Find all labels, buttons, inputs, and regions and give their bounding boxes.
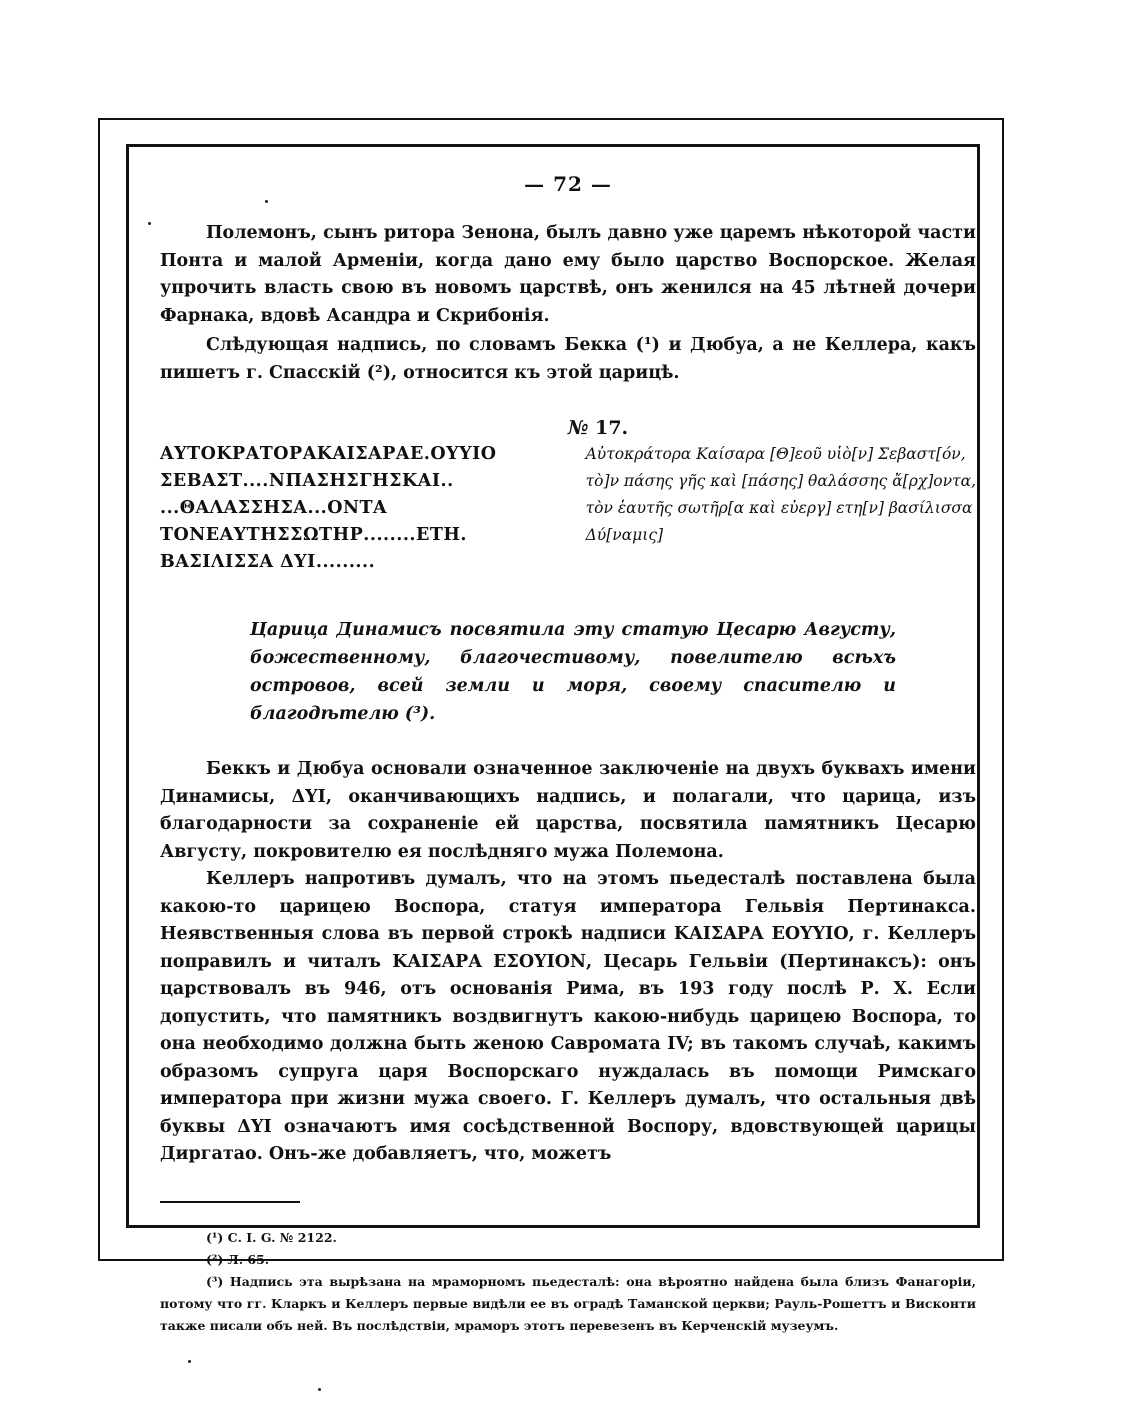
intro-paragraph-1: Полемонъ, сынъ ритора Зенона, былъ давно уже царемъ нѣкоторой части Понта и малой Арменіи, когда дано ему было царство Воспорское. Желая упрочить власть свою въ новомъ царствѣ, онъ женился на 45 лѣтней дочери Фарнака, вдовѣ Асандра и Скрибонія. xyxy=(160,223,976,326)
speck xyxy=(318,1388,321,1391)
footnote-1: (¹) С. I. G. № 2122. xyxy=(206,1229,337,1245)
inscription-heading xyxy=(220,417,976,439)
transcription-line: Αὐτοκράτορα Καίσαρα [Θ]εοῦ υἱὸ[ν] Σεβαστ[όν, xyxy=(585,445,966,463)
greek-transcription xyxy=(572,441,976,576)
greek-line: ΤΟΝΕΑΥΤΗΣΣΩΤΗΡ........ΕΤΗ. xyxy=(160,525,467,545)
footnote-2: (²) Л. 65. xyxy=(206,1251,270,1267)
inscription-number: 17. xyxy=(595,417,629,439)
inscription-label: № xyxy=(567,417,589,439)
page-content xyxy=(160,150,976,1337)
greek-line: ΑΥΤΟΚΡΑΤΟΡΑΚΑΙΣΑΡΑΕ.ΟΥΥΙΟ xyxy=(160,444,497,464)
greek-line: ΣΕΒΑΣΤ....ΝΠΑΣΗΣΓΗΣΚΑΙ.. xyxy=(160,471,454,491)
speck xyxy=(188,1360,191,1363)
body-paragraph-1: Беккъ и Дюбуа основали означенное заключеніе на двухъ буквахъ имени Динамисы, ΔΥΙ, оканчивающихъ надпись, и полагали, что царица, изъ благодарности за сохраненіе ей царства, посвятила памятникъ Цесарю Августу, покровителю ея послѣдняго мужа Полемона. xyxy=(160,759,976,862)
intro-paragraph-2: Слѣдующая надпись, по словамъ Бекка (¹) и Дюбуа, а не Келлера, какъ пишетъ г. Спасскій (²), относится къ этой царицѣ. xyxy=(160,335,976,383)
body-text xyxy=(160,756,976,1169)
transcription-line: Δύ[ναμις] xyxy=(585,526,664,544)
footnote-3: (³) Надпись эта вырѣзана на мраморномъ пьедесталѣ: она вѣроятно найдена была близъ Фанагоріи, потому что гг. Кларкъ и Келлеръ первые видѣли ее въ оградѣ Таманской церкви; Рауль-Рошеттъ и Висконти также писали объ ней. Въ послѣдствіи, мраморъ этотъ перевезенъ въ Керченскій музеумъ. xyxy=(160,1273,976,1333)
greek-line: ΒΑΣΙΛΙΣΣΑ ΔΥΙ......... xyxy=(160,552,376,572)
greek-inscription xyxy=(160,441,572,576)
body-paragraph-2: Келлеръ напротивъ думалъ, что на этомъ пьедесталѣ поставлена была какою-то царицею Воспора, статуя императора Гельвія Пертинакса. Неявственныя слова въ первой строкѣ надписи ΚΑΙΣΑΡΑ ΕΟΥΥΙΟ, г. Келлеръ поправилъ и читалъ ΚΑΙΣΑΡΑ ΕΣΟΥΙΟΝ, Цесарь Гельвіи (Пертинаксъ): онъ царствовалъ въ 946, отъ основанія Рима, въ 193 году послѣ Р. Х. Если допустить, что памятникъ воздвигнутъ какою-нибудь царицею Воспора, то она необходимо должна быть женою Савромата IV; въ такомъ случаѣ, какимъ образомъ супруга царя Воспорскаго нуждалась въ помощи Римскаго императора при жизни мужа своего. Г. Келлеръ думалъ, что остальныя двѣ буквы ΔΥΙ означаютъ имя сосѣдственной Воспору, вдовствующей царицы Диргатао. Онъ-же добавляетъ, что, можетъ xyxy=(160,869,976,1164)
transcription-line: τὸν ἑαυτῆς σωτῆρ[α καὶ εὐεργ] ετη[ν] βασίλισσα xyxy=(585,499,973,517)
inscription-block xyxy=(160,441,976,576)
page-number: — 72 — xyxy=(524,172,612,196)
footnotes xyxy=(160,1227,976,1337)
greek-line: ...ΘΑΛΑΣΣΗΣΑ...ΟΝΤΑ xyxy=(160,498,388,518)
footnote-rule xyxy=(160,1201,300,1203)
russian-translation: Царица Динамисъ посвятила эту статую Цесарю Августу, божественному, благочестивому, повелителю всѣхъ островов, всей земли и моря, своему спасителю и благодѣтелю (³). xyxy=(250,620,896,724)
transcription-line: τὸ]ν πάσης γῆς καὶ [πάσης] θαλάσσης ἄ[ρχ]οντα, xyxy=(585,472,976,490)
speck xyxy=(148,222,151,225)
